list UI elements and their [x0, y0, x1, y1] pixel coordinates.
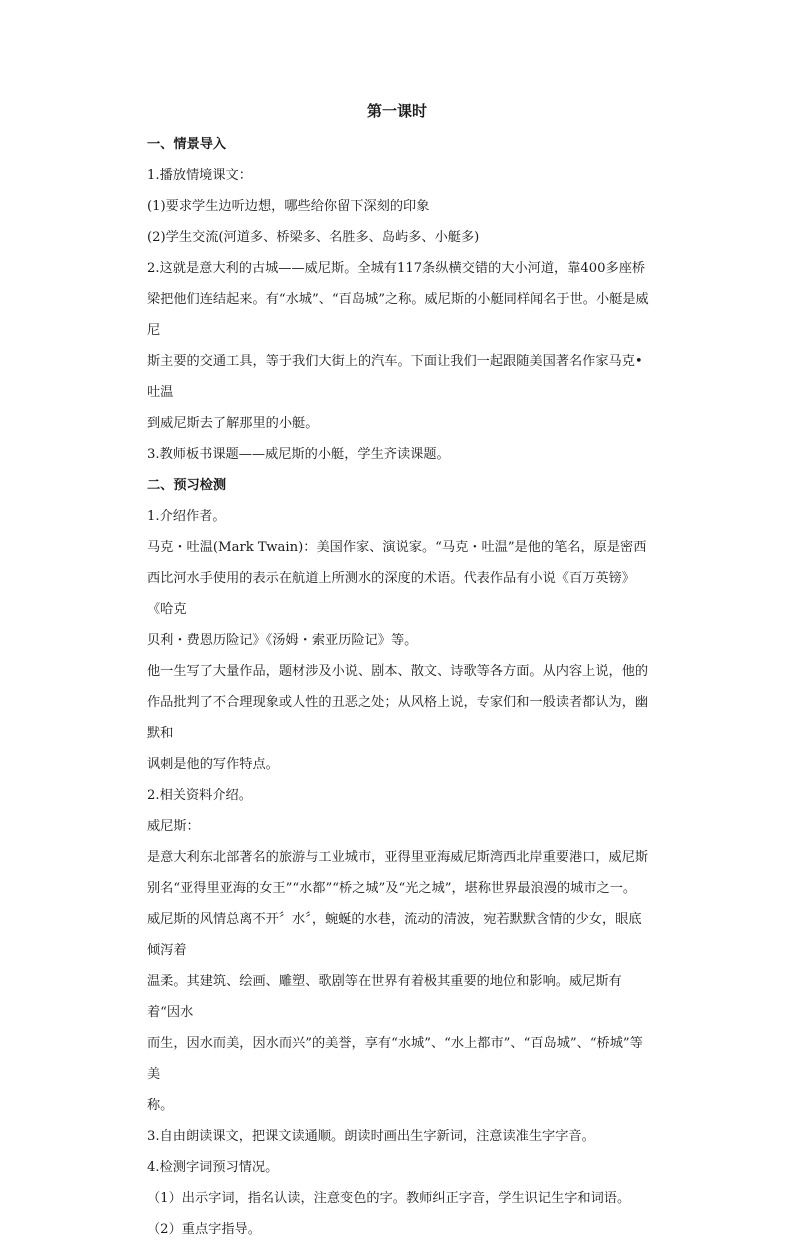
- paragraph-line: 讽刺是他的写作特点。: [147, 757, 279, 772]
- list-item: 1.介绍作者。: [147, 509, 226, 524]
- paragraph-line: 威尼斯的风情总离不开〞水〞，蜿蜒的水巷，流动的清波，宛若默默含情的少女，眼底倾泻着: [147, 912, 642, 958]
- list-item: 3.教师板书课题——威尼斯的小艇，学生齐读课题。: [147, 447, 450, 462]
- section-heading-preview: 二、预习检测: [147, 478, 227, 493]
- list-item: （2）重点字指导。: [147, 1222, 261, 1237]
- list-item: （1）出示字词，指名认读，注意变色的字。教师纠正字音，学生识记生字和词语。: [147, 1191, 631, 1206]
- section-heading-intro: 一、情景导入: [147, 137, 227, 152]
- paragraph-line: 别名“亚得里亚海的女王”“水都”“桥之城”及“光之城”，堪称世界最浪漫的城市之一。: [147, 881, 637, 896]
- paragraph-line: 而生，因水而美，因水而兴”的美誉，享有“水城”、“水上都市”、“百岛城”、“桥城”等美: [147, 1036, 643, 1082]
- list-item: 3.自由朗读课文，把课文读通顺。朗读时画出生字新词，注意读准生字字音。: [147, 1129, 595, 1144]
- list-item: (2)学生交流(河道多、桥梁多、名胜多、岛屿多、小艇多): [147, 230, 480, 245]
- paragraph-line: 马克・吐温(Mark Twain)：美国作家、演说家。“马克・吐温”是他的笔名，原是密西: [147, 540, 647, 555]
- list-item: (1)要求学生边听边想，哪些给你留下深刻的印象: [147, 199, 430, 214]
- paragraph-line: 斯主要的交通工具，等于我们大街上的汽车。下面让我们一起跟随美国著名作家马克•吐温: [147, 354, 643, 400]
- paragraph-line: 到威尼斯去了解那里的小艇。: [147, 416, 319, 431]
- list-item: 2.相关资料介绍。: [147, 788, 252, 803]
- paragraph-line: 是意大利东北部著名的旅游与工业城市，亚得里亚海威尼斯湾西北岸重要港口，威尼斯: [147, 850, 649, 865]
- list-item: 1.播放情境课文：: [147, 168, 252, 183]
- paragraph-line: 2.这就是意大利的古城——威尼斯。全城有117条纵横交错的大小河道，靠400多座桥: [147, 261, 646, 276]
- paragraph-line: 他一生写了大量作品，题材涉及小说、剧本、散文、诗歌等各方面。从内容上说，他的: [147, 664, 649, 679]
- list-item: 4.检测字词预习情况。: [147, 1160, 279, 1175]
- paragraph-line: 称。: [147, 1098, 174, 1113]
- paragraph-line: 作品批判了不合理现象或人性的丑恶之处；从风格上说，专家们和一般读者都认为，幽默和: [147, 695, 649, 741]
- label: 威尼斯：: [147, 819, 200, 834]
- document-body: [147, 129, 652, 1245]
- paragraph-line: 梁把他们连结起来。有“水城”、“百岛城”之称。威尼斯的小艇同样闻名于世。小艇是威尼: [147, 292, 649, 338]
- page-title: 第一课时: [366, 102, 427, 120]
- paragraph-line: 西比河水手使用的表示在航道上所测水的深度的术语。代表作品有小说《百万英镑》《哈克: [147, 571, 635, 617]
- paragraph-line: 温柔。其建筑、绘画、雕塑、歌剧等在世界有着极其重要的地位和影响。威尼斯有着“因水: [147, 974, 622, 1020]
- paragraph-line: 贝利・费恩历险记》《汤姆・索亚历险记》等。: [147, 633, 418, 648]
